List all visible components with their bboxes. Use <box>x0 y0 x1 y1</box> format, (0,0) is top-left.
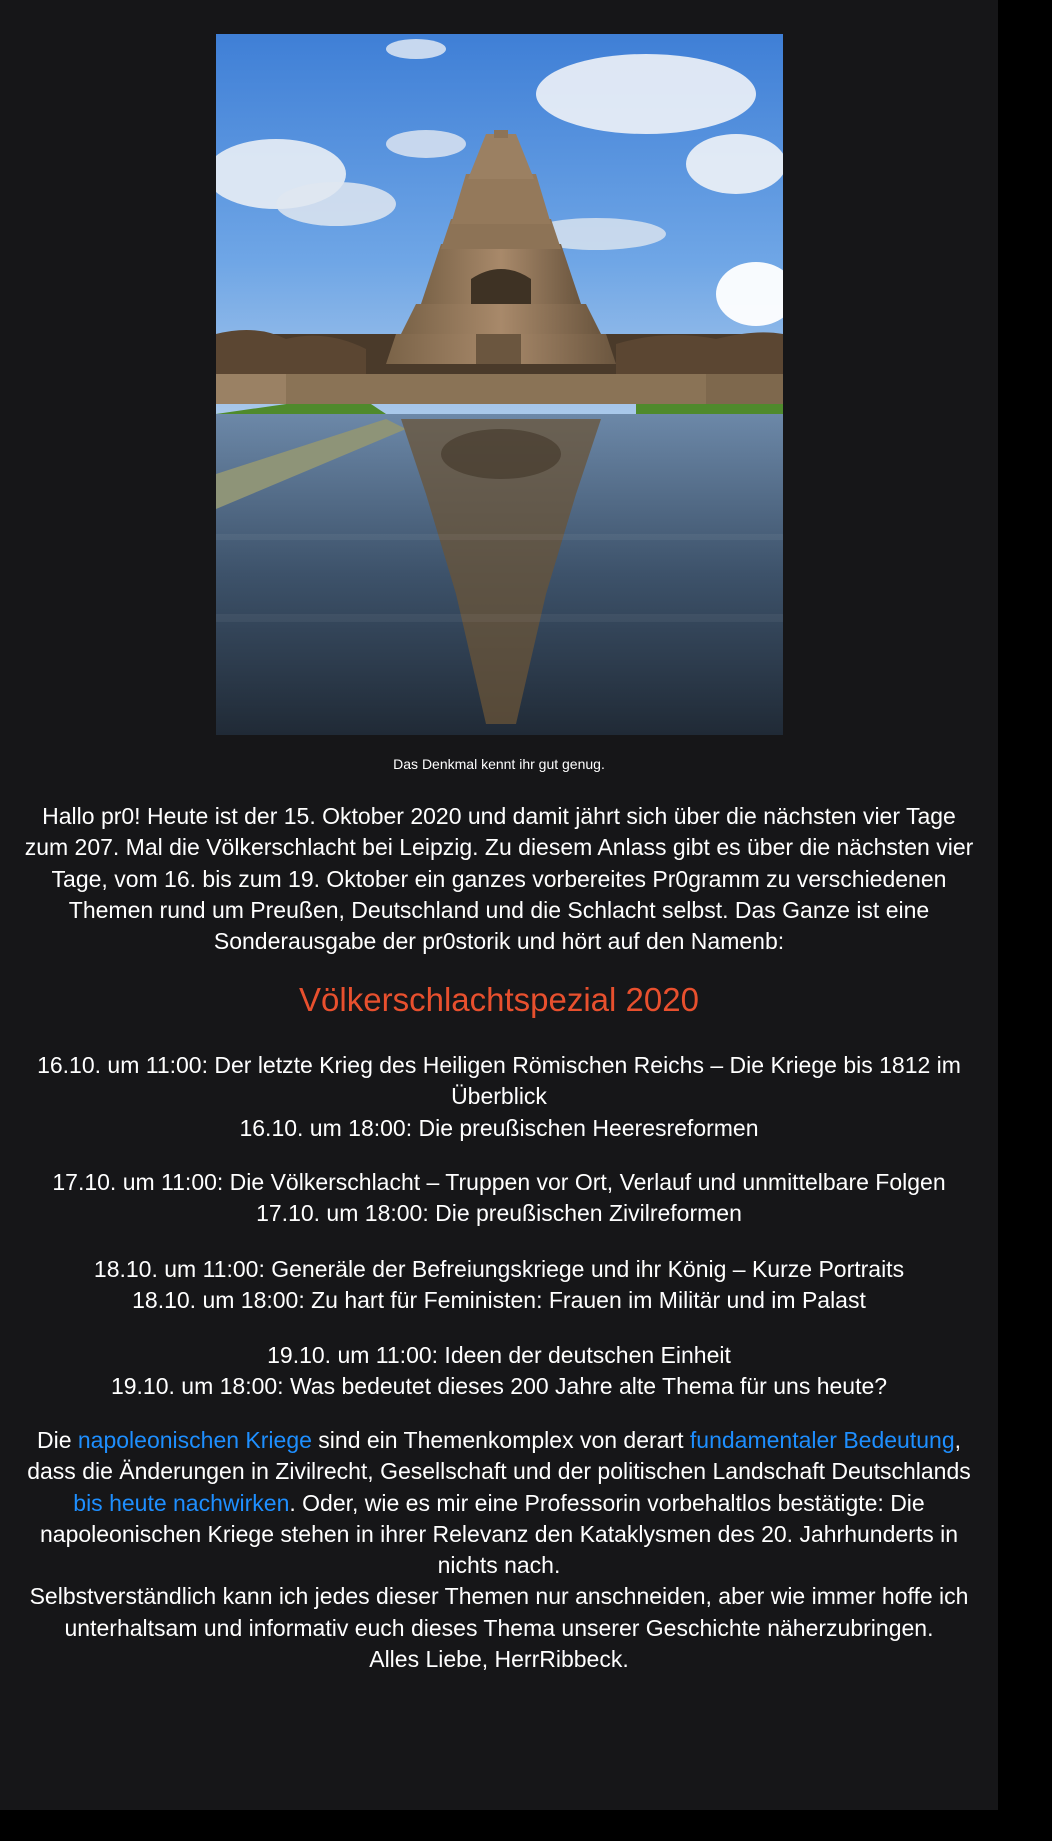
schedule-day-16 <box>20 1050 978 1144</box>
schedule-entry: 17.10. um 18:00: Die preußischen Zivilreformen <box>256 1200 742 1227</box>
outro-paragraph <box>20 1425 978 1675</box>
schedule-entry: 17.10. um 11:00: Die Völkerschlacht – Truppen vor Ort, Verlauf und unmittelbare Folgen <box>52 1169 946 1195</box>
schedule-entry: 18.10. um 11:00: Generäle der Befreiungskriege und ihr König – Kurze Portraits <box>93 1256 905 1282</box>
outro-text: sind ein Themenkomplex von derart <box>311 1427 690 1453</box>
closing-text: Selbstverständlich kann ich jedes dieser Themen nur anschneiden, aber wie immer hoffe ich unterhaltsam und informativ euch dieses Thema unserer Geschichte näherzubringen. <box>29 1583 969 1641</box>
schedule-entry: 16.10. um 11:00: Der letzte Krieg des Heiligen Römischen Reichs – Die Kriege bis 1812 im Überblick <box>37 1052 961 1110</box>
special-title: Völkerschlachtspezial 2020 <box>299 981 699 1018</box>
signature: Alles Liebe, HerrRibbeck. <box>369 1646 629 1673</box>
outro-text: , dass die Änderungen in Zivilrecht, Gesellschaft und der politischen Landschaft Deutschlands <box>27 1427 971 1485</box>
schedule-entry: 16.10. um 18:00: Die preußischen Heeresreformen <box>239 1114 759 1141</box>
link-bis-heute-nachwirken[interactable]: bis heute nachwirken <box>73 1489 290 1516</box>
schedule-entry: 19.10. um 18:00: Was bedeutet dieses 200 Jahre alte Thema für uns heute? <box>110 1373 888 1400</box>
link-fundamentale-bedeutung[interactable]: fundamentaler Bedeutung <box>689 1427 955 1453</box>
monument-photo-icon <box>216 34 783 735</box>
outro-text: Die <box>36 1427 78 1453</box>
schedule-entry: 18.10. um 18:00: Zu hart für Feministen: Frauen im Militär und im Palast <box>132 1287 866 1314</box>
image-caption: Das Denkmal kennt ihr gut genug. <box>393 756 605 772</box>
monument-photo[interactable] <box>216 34 783 735</box>
schedule-day-19 <box>20 1340 978 1403</box>
intro-paragraph: Hallo pr0! Heute ist der 15. Oktober 2020 und damit jährt sich über die nächsten vier Tage zum 207. Mal die Völkerschlacht bei Leipzig. Zu diesem Anlass gibt es über die nächsten vier Tage, vom 16. bis zum 19. Oktober ein ganzes vorbereites Pr0gramm zu verschiedenen Themen rund um Preußen, Deutschland und die Schlacht selbst. Das Ganze ist eine Sonderausgabe der pr0storik und hört auf den Namenb: <box>24 803 974 955</box>
outro-text: . Oder, wie es mir eine Professorin vorbehaltlos bestätigte: Die napoleonischen Kriege stehen in ihrer Relevanz den Kataklysmen des 20. Jahrhunderts in nichts nach. <box>39 1489 958 1579</box>
link-napoleonische-kriege[interactable]: napoleonischen Kriege <box>77 1427 312 1453</box>
schedule-entry: 19.10. um 11:00: Ideen der deutschen Einheit <box>267 1342 731 1368</box>
schedule-day-18 <box>20 1254 978 1317</box>
schedule-day-17 <box>20 1167 978 1230</box>
